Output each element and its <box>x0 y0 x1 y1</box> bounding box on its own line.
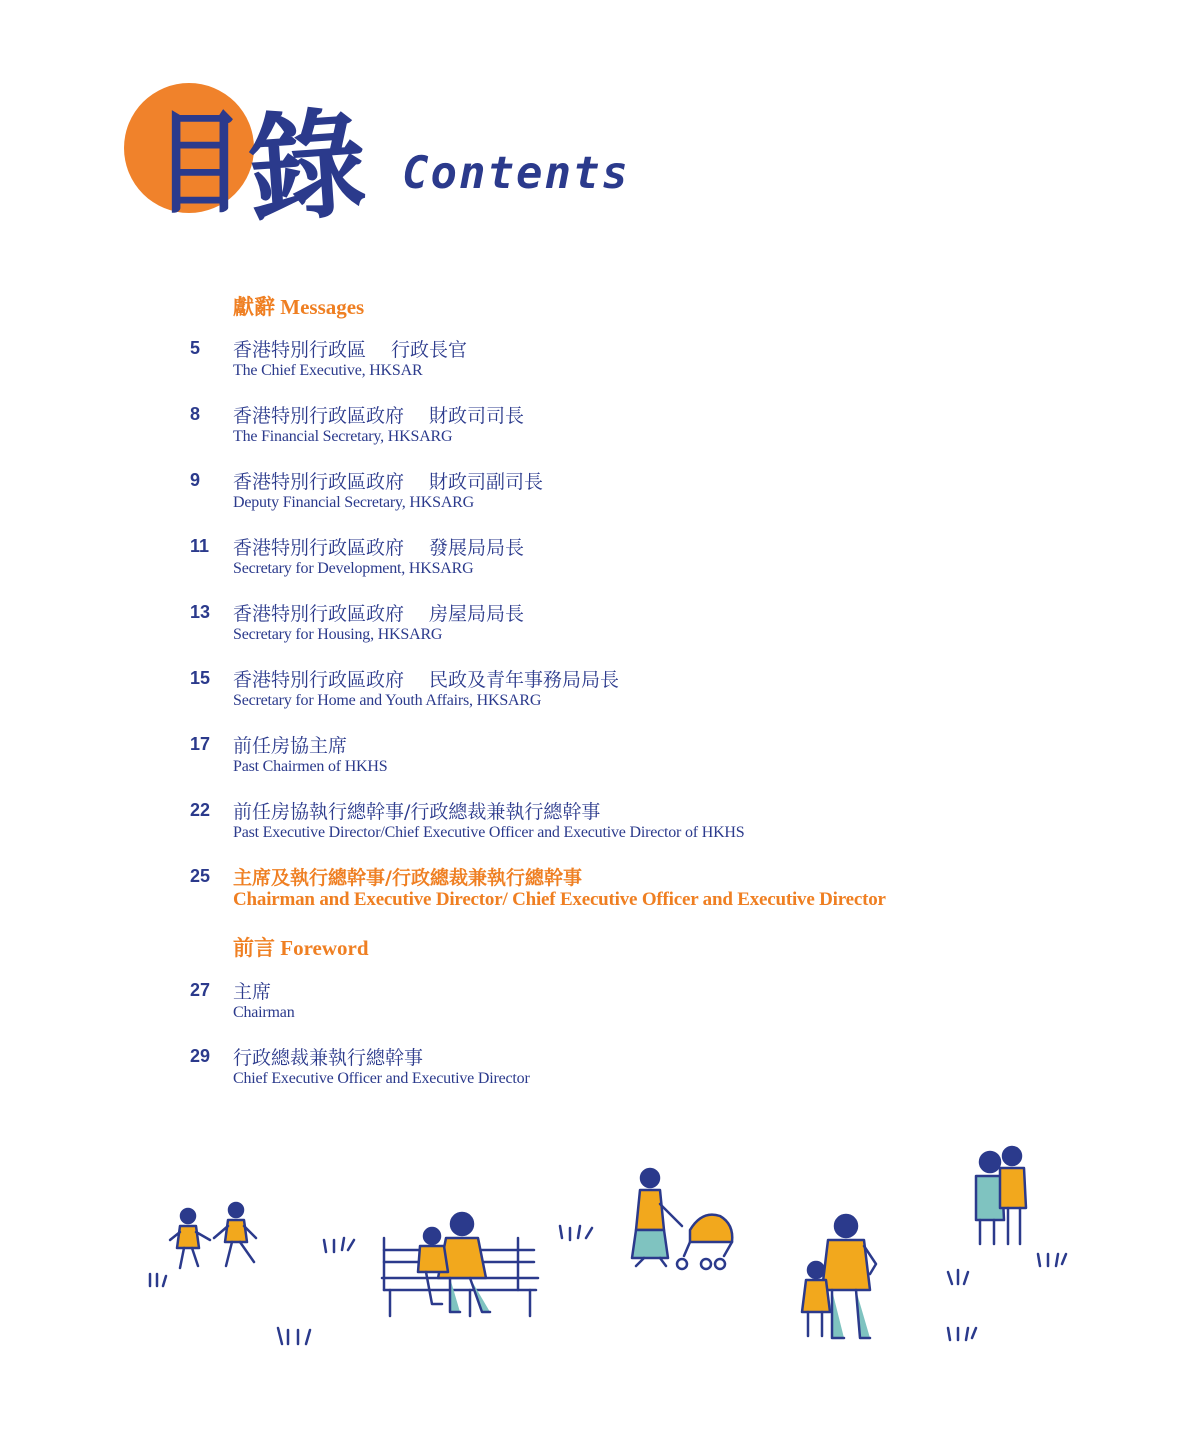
entry-title-zh: 香港特別行政區政府 財政司副司長 <box>233 471 544 493</box>
title-en: Contents <box>402 148 630 199</box>
children-running-icon <box>170 1203 256 1268</box>
entry-title-en: The Financial Secretary, HKSARG <box>233 428 453 445</box>
entry-title-zh: 香港特別行政區政府 民政及青年事務局局長 <box>233 669 620 691</box>
section-heading-foreword: 前言 Foreword <box>233 936 369 960</box>
entry-title-en: Chief Executive Officer and Executive Director <box>233 1070 530 1087</box>
entry-title-en: Deputy Financial Secretary, HKSARG <box>233 494 474 511</box>
entry-title-en: Secretary for Development, HKSARG <box>233 560 474 577</box>
bench-family-icon <box>382 1213 538 1316</box>
title-zh-char-2: 錄 <box>243 93 371 240</box>
entry-title-en: Chairman <box>233 1004 295 1021</box>
entry-title-zh: 前任房協執行總幹事/行政總裁兼執行總幹事 <box>233 801 601 823</box>
entry-title-en: Secretary for Housing, HKSARG <box>233 626 443 643</box>
entry-title-en: Secretary for Home and Youth Affairs, HKSARG <box>233 692 542 709</box>
stroller-walker-icon <box>632 1169 732 1269</box>
page-number: 27 <box>190 980 211 1000</box>
section-heading-messages: 獻辭 Messages <box>233 295 365 319</box>
page-number: 25 <box>190 866 211 886</box>
grass-tuft-icon <box>150 1226 1066 1344</box>
people-illustration <box>0 1120 1190 1380</box>
couple-hugging-icon <box>976 1147 1026 1244</box>
entry-title-zh: 香港特別行政區政府 發展局局長 <box>233 537 525 559</box>
parent-child-icon <box>802 1215 876 1338</box>
page-number: 29 <box>190 1046 211 1066</box>
entry-title-en: The Chief Executive, HKSAR <box>233 362 423 379</box>
entry-title-zh: 前任房協主席 <box>233 735 348 757</box>
title-zh-char-1: 目 <box>156 99 244 229</box>
page-number: 17 <box>190 734 211 754</box>
page-number: 5 <box>190 338 201 358</box>
entry-title-en: Chairman and Executive Director/ Chief Executive Officer and Executive Director <box>233 889 886 910</box>
entry-title-zh: 行政總裁兼執行總幹事 <box>233 1047 424 1069</box>
page-number: 8 <box>190 404 201 424</box>
entry-title-en: Past Executive Director/Chief Executive Officer and Executive Director of HKHS <box>233 824 745 841</box>
page-number: 11 <box>190 536 210 556</box>
entry-title-en: Past Chairmen of HKHS <box>233 758 388 775</box>
entry-title-zh: 香港特別行政區政府 房屋局局長 <box>233 603 525 625</box>
page-number: 22 <box>190 800 211 820</box>
page-number: 15 <box>190 668 211 688</box>
entry-title-zh: 主席 <box>233 981 272 1003</box>
page-number: 9 <box>190 470 201 490</box>
entry-title-zh: 香港特別行政區 行政長官 <box>233 339 468 361</box>
page-number: 13 <box>190 602 211 622</box>
entry-title-zh: 主席及執行總幹事/行政總裁兼執行總幹事 <box>233 867 582 889</box>
entry-title-zh: 香港特別行政區政府 財政司司長 <box>233 405 525 427</box>
